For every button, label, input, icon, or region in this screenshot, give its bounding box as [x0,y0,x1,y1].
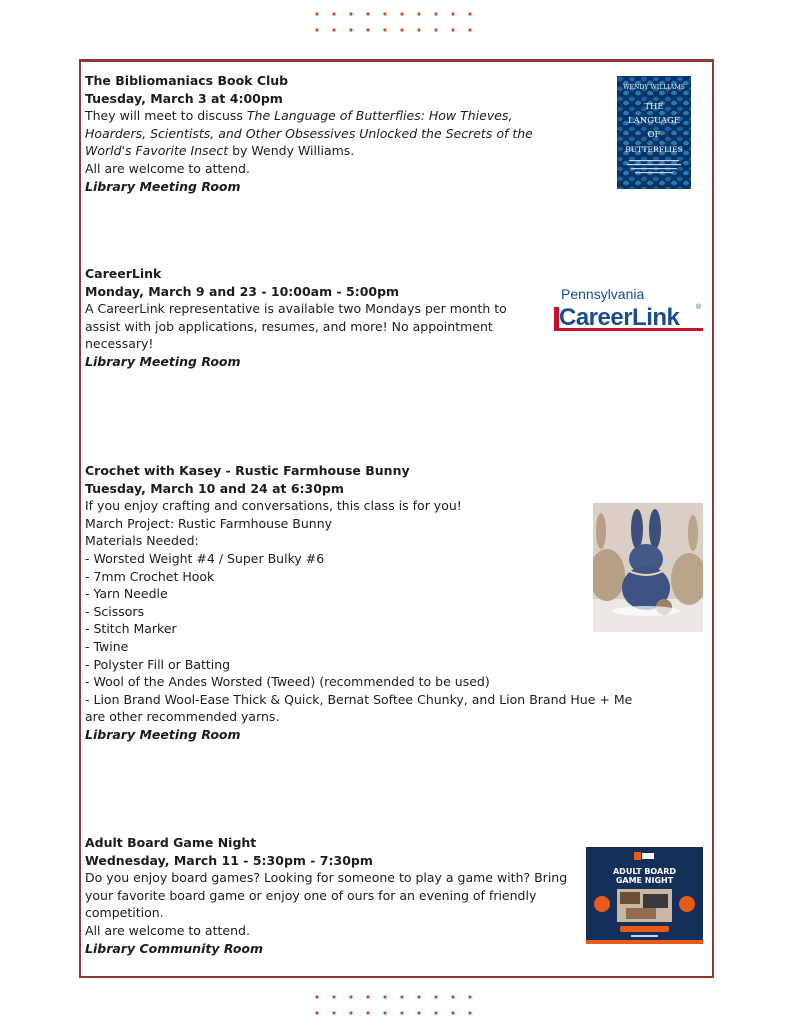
book-cover-title: BUTTERFLIES [625,145,683,154]
event-date: Tuesday, March 10 and 24 at 6:30pm [85,480,344,496]
crochet-bunny-photo [593,503,703,632]
material-item: - Worsted Weight #4 / Super Bulky #6 [85,550,325,566]
event-location: Library Meeting Room [85,178,241,194]
book-cover-title: THE [644,102,664,112]
event-location: Library Meeting Room [85,353,241,369]
event-description-line: World's Favorite Insect by Wendy Williams. [85,143,355,159]
event-location: Library Community Room [85,940,264,956]
book-title: The Language of Butterflies: How Thieves, [246,108,513,124]
event-description-line: March Project: Rustic Farmhouse Bunny [85,515,333,531]
book-cover-title: OF [647,130,661,140]
event-book-club [85,72,645,195]
event-description-line: competition. [85,905,164,921]
event-title: The Bibliomaniacs Book Club [85,73,289,88]
material-item: - Stitch Marker [85,621,177,637]
event-description-line: are other recommended yarns. [85,709,280,725]
event-title: Adult Board Game Night [85,835,257,850]
material-item: - Lion Brand Wool-Ease Thick & Quick, Bernat Softee Chunky, and Lion Brand Hue + Me [85,691,633,707]
event-description-line: assist with job applications, resumes, and more! No appointment [85,318,493,334]
event-description-line: Do you enjoy board games? Looking for someone to play a game with? Bring [85,870,568,886]
event-location: Library Meeting Room [85,726,241,742]
event-date: Wednesday, March 11 - 5:30pm - 7:30pm [85,852,373,868]
event-crochet [85,462,645,744]
material-item: - Wool of the Andes Worsted (Tweed) (recommended to be used) [85,674,490,690]
material-item: - Scissors [85,603,145,619]
event-description-line: They will meet to discuss The Language of Butterflies: How Thieves, [85,108,513,124]
book-cover-author: WENDY WILLIAMS [623,84,685,91]
book-title: World's Favorite Insect [85,143,229,159]
event-date: Monday, March 9 and 23 - 10:00am - 5:00pm [85,283,400,299]
event-description-line: If you enjoy crafting and conversations, this class is for you! [85,498,462,514]
material-item: - Yarn Needle [85,586,168,602]
event-description-line: A CareerLink representative is available two Mondays per month to [85,301,507,317]
board-game-night-poster [586,847,703,944]
event-welcome: All are welcome to attend. [85,160,250,176]
dot-divider-top [0,4,791,44]
event-description-line: necessary! [85,336,154,352]
event-title: Crochet with Kasey - Rustic Farmhouse Bunny [85,463,410,478]
dot-divider-bottom [0,986,791,1024]
book-title: Hoarders, Scientists, and Other Obsessives Unlocked the Secrets of the [85,125,533,141]
event-title: CareerLink [85,266,162,281]
event-board-games [85,834,645,957]
logo-state-text: Pennsylvania [561,286,645,302]
poster-heading: GAME NIGHT [615,876,674,885]
material-item: - 7mm Crochet Hook [85,568,215,584]
book-cover-title: LANGUAGE [627,116,681,126]
material-item: - Polyster Fill or Batting [85,656,231,672]
logo-registered-mark: ® [696,304,702,311]
event-description-line: Materials Needed: [85,533,199,549]
material-item: - Twine [85,638,129,654]
poster-heading: ADULT BOARD [612,867,677,876]
careerlink-logo [553,285,705,333]
book-cover-image [617,76,691,189]
event-welcome: All are welcome to attend. [85,922,250,938]
event-date: Tuesday, March 3 at 4:00pm [85,90,283,106]
event-description-line: your favorite board game or enjoy one of ours for an evening of friendly [85,887,537,903]
logo-name-text: CareerLink [559,304,680,331]
